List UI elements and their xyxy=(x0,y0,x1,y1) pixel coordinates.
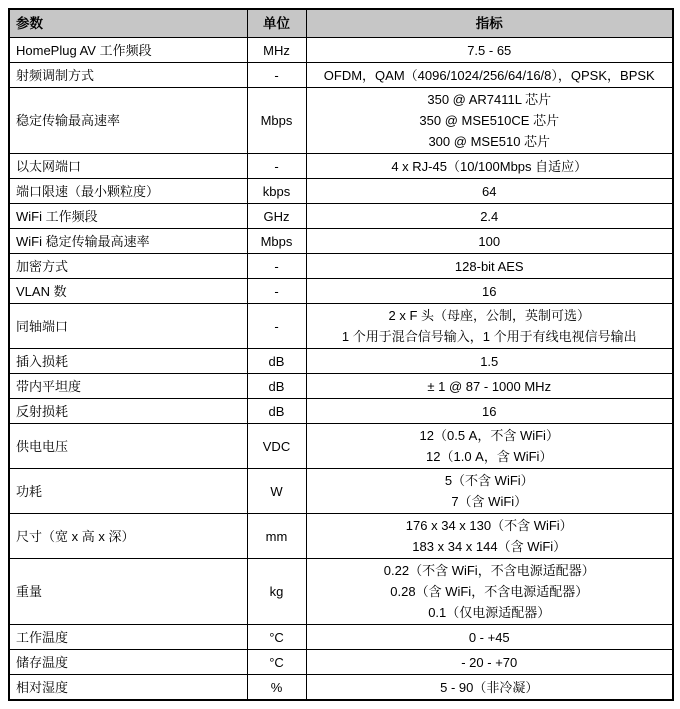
table-row xyxy=(9,229,673,254)
spec-cell xyxy=(306,229,673,254)
spec-line: 7（含 WiFi） xyxy=(451,494,528,509)
unit-cell: dB xyxy=(247,349,306,374)
param-cell: 射频调制方式 xyxy=(9,63,247,88)
spec-cell xyxy=(306,374,673,399)
unit-cell: - xyxy=(247,279,306,304)
param-cell: 工作温度 xyxy=(9,625,247,650)
spec-line: 16 xyxy=(482,403,497,419)
spec-line: 5（不含 WiFi） xyxy=(444,473,534,488)
spec-line: 16 xyxy=(482,283,497,299)
table-row xyxy=(9,399,673,424)
spec-line: 0.22（不含 WiFi，不含电源适配器） xyxy=(383,563,595,578)
spec-line: 1.5 xyxy=(480,353,499,369)
table-row xyxy=(9,424,673,469)
spec-cell xyxy=(306,559,673,625)
unit-cell: °C xyxy=(247,625,306,650)
param-cell: 尺寸（宽 x 高 x 深） xyxy=(9,514,247,559)
param-cell: 储存温度 xyxy=(9,650,247,675)
table-row xyxy=(9,514,673,559)
spec-line: 12（1.0 A，含 WiFi） xyxy=(426,449,553,464)
spec-cell xyxy=(306,204,673,229)
spec-cell xyxy=(306,514,673,559)
table-row xyxy=(9,63,673,88)
unit-cell: dB xyxy=(247,374,306,399)
table-row xyxy=(9,204,673,229)
unit-cell: Mbps xyxy=(247,88,306,154)
param-cell: 带内平坦度 xyxy=(9,374,247,399)
spec-cell xyxy=(306,650,673,675)
spec-line: 4 x RJ-45（10/100Mbps 自适应） xyxy=(391,158,588,174)
spec-cell xyxy=(306,279,673,304)
unit-cell: mm xyxy=(247,514,306,559)
unit-cell: VDC xyxy=(247,424,306,469)
unit-cell: °C xyxy=(247,650,306,675)
header-spec: 指标 xyxy=(306,9,673,38)
spec-line: OFDM，QAM（4096/1024/256/64/16/8），QPSK，BPSK xyxy=(323,67,655,83)
param-cell: 相对湿度 xyxy=(9,675,247,701)
spec-cell xyxy=(306,254,673,279)
spec-line: 2.4 xyxy=(480,208,499,224)
spec-cell xyxy=(306,399,673,424)
spec-line: - 20 - +70 xyxy=(461,654,518,670)
spec-line: 1 个用于混合信号输入，1 个用于有线电视信号输出 xyxy=(341,329,637,344)
param-cell: 同轴端口 xyxy=(9,304,247,349)
spec-line: 7.5 - 65 xyxy=(467,42,512,58)
header-unit: 单位 xyxy=(247,9,306,38)
spec-cell xyxy=(306,88,673,154)
spec-cell xyxy=(306,625,673,650)
table-row xyxy=(9,179,673,204)
spec-line: 350 @ MSE510CE 芯片 xyxy=(419,113,560,128)
param-cell: 以太网端口 xyxy=(9,154,247,179)
spec-cell xyxy=(306,63,673,88)
unit-cell: - xyxy=(247,63,306,88)
table-row xyxy=(9,349,673,374)
table-row xyxy=(9,675,673,701)
param-cell: 功耗 xyxy=(9,469,247,514)
table-row xyxy=(9,559,673,625)
param-cell: 供电电压 xyxy=(9,424,247,469)
spec-table-body xyxy=(9,38,673,701)
param-cell: VLAN 数 xyxy=(9,279,247,304)
spec-line: 100 xyxy=(478,233,501,249)
unit-cell: % xyxy=(247,675,306,701)
table-row xyxy=(9,625,673,650)
table-row xyxy=(9,650,673,675)
table-row xyxy=(9,154,673,179)
spec-line: 5 - 90（非冷凝） xyxy=(440,679,539,695)
unit-cell: GHz xyxy=(247,204,306,229)
spec-cell xyxy=(306,38,673,63)
unit-cell: kbps xyxy=(247,179,306,204)
table-row xyxy=(9,374,673,399)
spec-line: 0.1（仅电源适配器） xyxy=(428,605,551,620)
spec-line: 350 @ AR7411L 芯片 xyxy=(427,92,552,107)
spec-line: 12（0.5 A，不含 WiFi） xyxy=(419,428,559,443)
spec-line: 183 x 34 x 144（含 WiFi） xyxy=(412,539,567,554)
spec-line: 0 - +45 xyxy=(468,629,510,645)
spec-line: 300 @ MSE510 芯片 xyxy=(428,134,551,149)
param-cell: 端口限速（最小颗粒度） xyxy=(9,179,247,204)
table-row xyxy=(9,88,673,154)
param-cell: 重量 xyxy=(9,559,247,625)
param-cell: 插入损耗 xyxy=(9,349,247,374)
spec-line: 2 x F 头（母座，公制，英制可选） xyxy=(388,308,590,323)
unit-cell: - xyxy=(247,154,306,179)
unit-cell: Mbps xyxy=(247,229,306,254)
param-cell: WiFi 稳定传输最高速率 xyxy=(9,229,247,254)
spec-cell xyxy=(306,349,673,374)
unit-cell: kg xyxy=(247,559,306,625)
header-row xyxy=(9,9,673,38)
table-row xyxy=(9,469,673,514)
spec-cell xyxy=(306,675,673,701)
spec-line: 128-bit AES xyxy=(454,258,524,274)
unit-cell: dB xyxy=(247,399,306,424)
param-cell: 反射损耗 xyxy=(9,399,247,424)
spec-cell xyxy=(306,304,673,349)
table-row xyxy=(9,38,673,63)
header-param: 参数 xyxy=(9,9,247,38)
spec-table xyxy=(8,8,674,701)
unit-cell: - xyxy=(247,254,306,279)
spec-cell xyxy=(306,424,673,469)
param-cell: 加密方式 xyxy=(9,254,247,279)
spec-line: 0.28（含 WiFi，不含电源适配器） xyxy=(390,584,589,599)
spec-line: 64 xyxy=(482,183,497,199)
table-row xyxy=(9,254,673,279)
param-cell: 稳定传输最高速率 xyxy=(9,88,247,154)
table-row xyxy=(9,304,673,349)
unit-cell: MHz xyxy=(247,38,306,63)
spec-cell xyxy=(306,179,673,204)
table-row xyxy=(9,279,673,304)
param-cell: WiFi 工作频段 xyxy=(9,204,247,229)
spec-line: 176 x 34 x 130（不含 WiFi） xyxy=(405,518,573,533)
unit-cell: - xyxy=(247,304,306,349)
unit-cell: W xyxy=(247,469,306,514)
spec-cell xyxy=(306,469,673,514)
spec-cell xyxy=(306,154,673,179)
param-cell: HomePlug AV 工作频段 xyxy=(9,38,247,63)
spec-line: ± 1 @ 87 - 1000 MHz xyxy=(427,378,552,394)
